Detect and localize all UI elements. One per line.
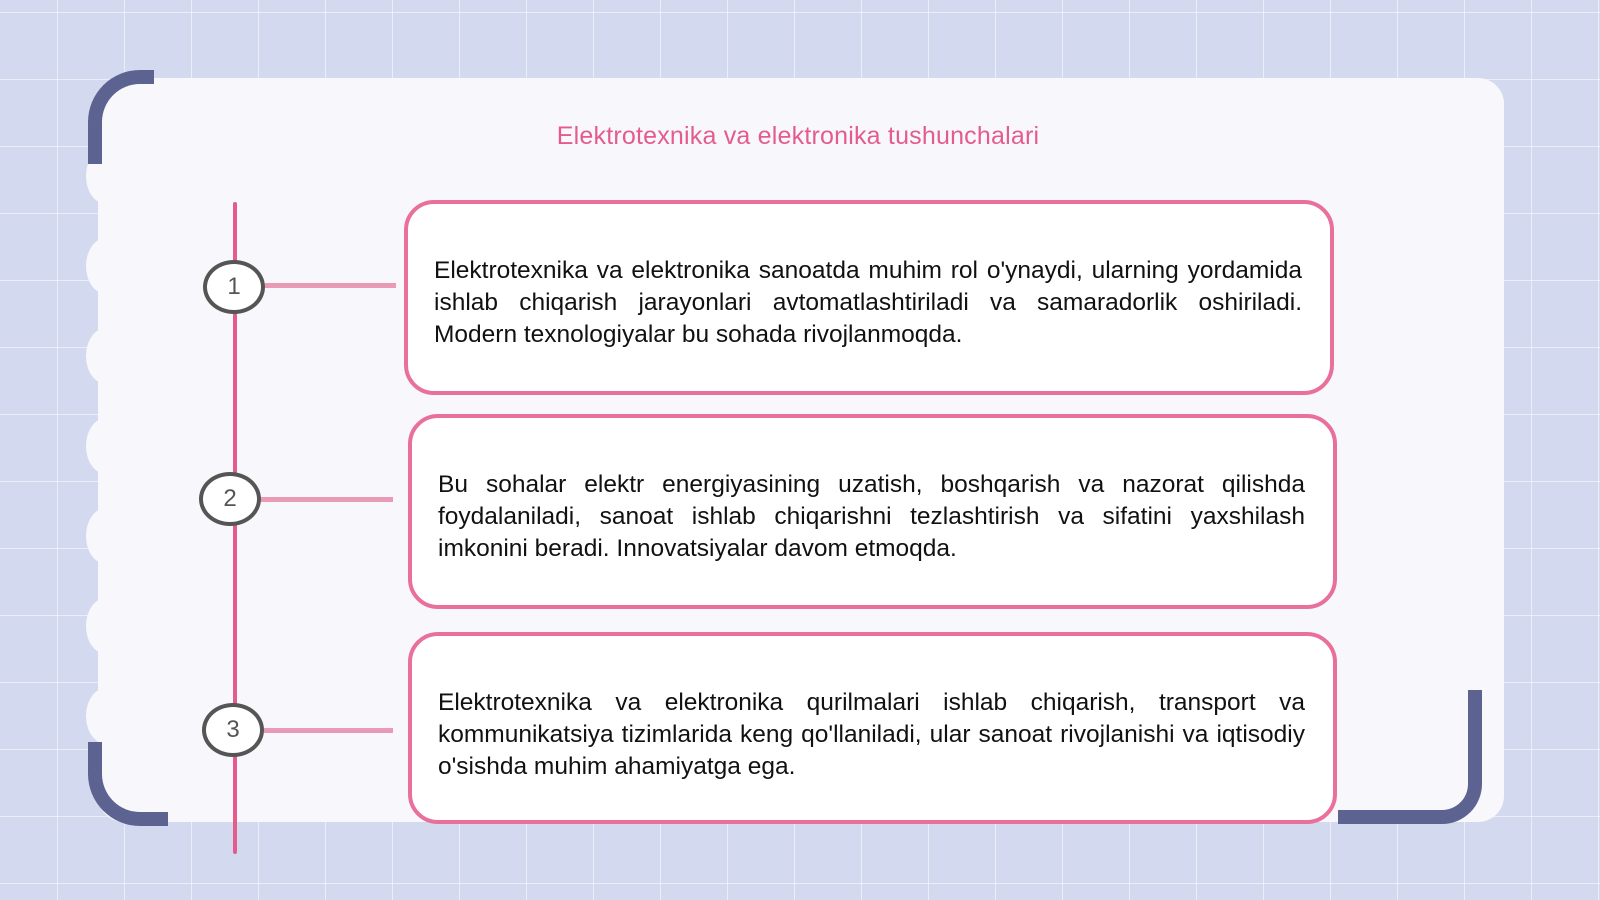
timeline-card-1 xyxy=(404,200,1334,395)
slide-title-text: Elektrotexnika va elektronika tushunchalari xyxy=(556,122,1040,150)
page-scallop xyxy=(86,328,126,384)
timeline-card-2-text: Bu sohalar elektr energiyasining uzatish, boshqarish va nazorat qilishda foydalaniladi, sanoat ishlab chiqarishni tezlashtirish va sifatini yaxshilash imkonini beradi. Innovatsiyalar davom etmoqda. xyxy=(438,471,1305,562)
timeline-connector-3 xyxy=(264,728,393,733)
timeline-card-3 xyxy=(408,632,1337,824)
frame-corner-bottom-left xyxy=(88,742,168,826)
timeline-step-3: 3 xyxy=(202,703,264,757)
frame-corner-bottom-right xyxy=(1338,690,1482,824)
page-scallop xyxy=(86,688,126,744)
page-scallop xyxy=(86,508,126,564)
timeline-card-2 xyxy=(408,414,1337,609)
timeline-connector-1 xyxy=(265,283,396,288)
page-scallop xyxy=(86,598,126,654)
timeline-card-3-text: Elektrotexnika va elektronika qurilmalari ishlab chiqarish, transport va kommunikatsiya tizimlarida keng qo'llaniladi, ular sanoat rivojlanishi va iqtisodiy o'sishda muhim ahamiyatga ega. xyxy=(438,689,1305,780)
timeline-step-2: 2 xyxy=(199,472,261,526)
slide-title xyxy=(0,122,1600,151)
timeline-connector-2 xyxy=(261,497,393,502)
page-scallop xyxy=(86,238,126,294)
timeline-card-1-text: Elektrotexnika va elektronika sanoatda muhim rol o'ynaydi, ularning yordamida ishlab chiqarish jarayonlari avtomatlashtiriladi va samaradorlik oshiriladi. Modern texnologiyalar bu sohada rivojlanmoqda. xyxy=(434,257,1302,348)
timeline-step-1: 1 xyxy=(203,260,265,314)
page-scallop xyxy=(86,418,126,474)
